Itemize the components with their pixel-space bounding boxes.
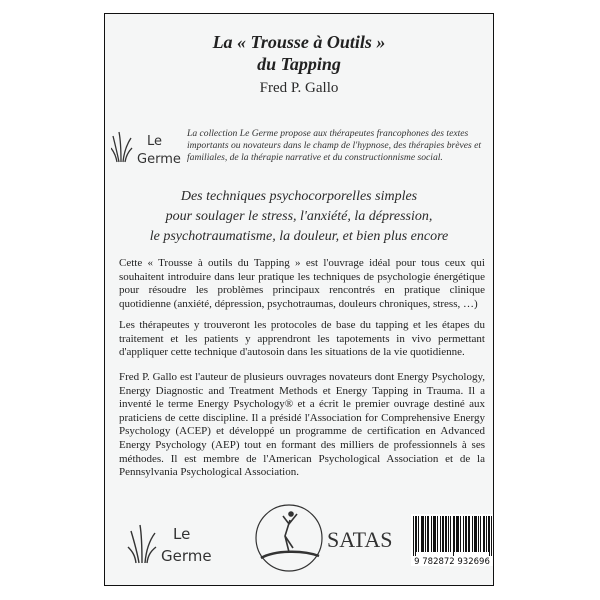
le-germe-footer-logo — [127, 519, 237, 569]
barcode-bar — [466, 516, 467, 552]
barcode-bar — [413, 516, 414, 556]
barcode-bar — [422, 516, 423, 552]
barcode-bar — [421, 516, 422, 552]
barcode-bar — [434, 516, 435, 552]
barcode-bar — [440, 516, 441, 552]
satas-logo — [255, 502, 405, 574]
barcode-bar — [425, 516, 426, 552]
barcode-bar — [446, 516, 447, 552]
tagline-line: pour soulager le stress, l'anxiété, la dépression, — [165, 209, 433, 224]
barcode-bar — [454, 516, 455, 552]
barcode-bar — [468, 516, 469, 552]
description-paragraph: Les thérapeutes y trouveront les protocoles de base du tapping et les étapes du traitement et les patients y apprendront les tapotements in vivo permettant d'appliquer cette technique d'autosoin dans les situations de la vie quotidienne. — [119, 319, 485, 359]
title-line-2: du Tapping — [257, 54, 341, 74]
barcode-bar — [416, 516, 417, 552]
footer-logo-germe: Germe — [161, 547, 212, 565]
barcode-bar — [469, 516, 470, 552]
barcode-bar — [488, 516, 489, 552]
isbn-barcode — [411, 514, 493, 566]
barcode-bar — [445, 516, 446, 552]
isbn-digits: 9 782872 932696 — [414, 557, 490, 566]
barcode-bar — [460, 516, 461, 552]
barcode-bar — [428, 516, 429, 552]
barcode-bar — [431, 516, 432, 552]
publisher-name: SATAS — [327, 527, 393, 552]
dancer-icon — [261, 512, 319, 558]
author-name: Fred P. Gallo — [259, 80, 339, 96]
barcode-bar — [437, 516, 438, 552]
grass-icon — [128, 525, 156, 563]
barcode-bar — [442, 516, 443, 552]
barcode-bar — [474, 516, 475, 552]
description-paragraph: Cette « Trousse à outils du Tapping » est l'ouvrage idéal pour tous ceux qui souhaitent introduire dans leur pratique les techniques de psychologie énergétique pour résoudre les problèmes principaux rencontrés en pratique clinique quotidienne (anxiété, dépression, psychotraumas, douleurs chroniques, stress, …) — [119, 257, 485, 310]
logo-germe: Germe — [137, 152, 181, 167]
barcode-bar — [418, 516, 419, 552]
barcode-bar — [423, 516, 424, 552]
barcode-bar — [435, 516, 436, 552]
barcode-bar — [458, 516, 459, 552]
barcode-bar — [486, 516, 487, 552]
tagline-line: Des techniques psychocorporelles simples — [180, 189, 418, 204]
author-bio-paragraph: Fred P. Gallo est l'auteur de plusieurs ouvrages novateurs dont Energy Psychology, Energy Diagnostic and Treatment Methods et Energy Tapping in Trauma. Il a inventé le terme Energy Psychology® et a écrit le premier ouvrage destiné aux praticiens de cette discipline. Il a présidé l'Association for Comprehensive Energy Psychology (ACEP) et développé un programme de certification en Advanced Energy Psychology (AEP) tout en formant des milliers de professionnels à ses méthodes. Il est membre de l'American Psychological Association et de la Pennsylvania Psychological Association. — [119, 371, 485, 479]
barcode-bar — [475, 516, 476, 552]
footer-logo-le: Le — [173, 525, 191, 543]
grass-icon — [111, 132, 132, 162]
tagline-line: le psychotraumatisme, la douleur, et bien plus encore — [149, 229, 449, 244]
barcode-bar — [480, 516, 481, 552]
book-title — [105, 31, 493, 75]
title-line-1: La « Trousse à Outils » — [212, 32, 386, 52]
barcode-bar — [483, 516, 484, 552]
barcode-bar — [489, 516, 490, 556]
barcode-bar — [433, 516, 434, 552]
barcode-bar — [472, 516, 473, 552]
barcode-bar — [453, 516, 454, 556]
barcode-bar — [476, 516, 477, 552]
collection-description: La collection Le Germe propose aux thérapeutes francophones des textes importants ou novateurs dans le champ de l'hypnose, des thérapies brèves et familiales, de la thérapie narrative et du constructionnisme social. — [187, 128, 482, 163]
barcode-bar — [478, 516, 479, 552]
barcode-bar — [448, 516, 449, 552]
barcode-bar — [427, 516, 428, 552]
tagline — [105, 187, 493, 247]
le-germe-logo — [111, 128, 191, 168]
barcode-bar — [450, 516, 451, 552]
barcode-bar — [484, 516, 485, 552]
barcode-bar — [443, 516, 444, 552]
barcode-bar — [491, 516, 492, 556]
barcode-bar — [456, 516, 457, 552]
barcode-bar — [465, 516, 466, 552]
barcode-bar — [415, 516, 416, 556]
barcode-bar — [463, 516, 464, 552]
barcode-bar — [457, 516, 458, 552]
logo-le: Le — [147, 134, 163, 149]
book-back-cover — [104, 13, 494, 586]
